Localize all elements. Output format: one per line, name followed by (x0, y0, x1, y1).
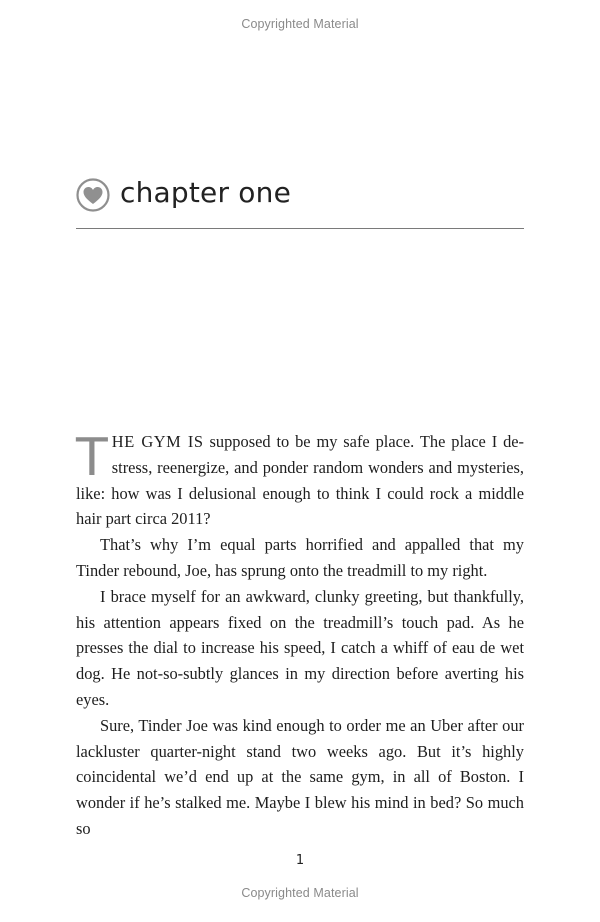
heart-icon (76, 178, 110, 212)
paragraph-1 (76, 429, 524, 532)
lead-in-small-caps: HE GYM IS (111, 432, 204, 451)
page-number: 1 (295, 853, 305, 868)
drop-cap: T (76, 428, 108, 488)
chapter-heading (76, 172, 524, 218)
chapter-title: chapter one (120, 175, 291, 209)
paragraph-2: That’s why I’m equal parts horrified and appalled that my Tinder rebound, Joe, has sprung onto the treadmill to my right. (76, 535, 524, 580)
chapter-divider (76, 228, 524, 229)
paragraph-1-text: supposed to be my safe place. The place I de-stress, reenergize, and ponder random wonders and mysteries, like: how was I delusional enough to think I could rock a middle hair part circa 2011? (76, 432, 525, 529)
copyright-watermark-bottom: Copyrighted Material (241, 886, 359, 900)
paragraph-4: Sure, Tinder Joe was kind enough to order me an Uber after our lackluster quarter-night stand two weeks ago. But it’s highly coincidental we’d end up at the same gym, in all of Boston. I wonder if he’s stalked me. Maybe I blew his mind in bed? So much so (76, 715, 524, 838)
chapter-body (76, 429, 524, 842)
paragraph-3: I brace myself for an awkward, clunky greeting, but thankfully, his attention appears fixed on the treadmill’s touch pad. As he presses the dial to increase his speed, I catch a whiff of eau de wet dog. He not-so-subtly glances in my direction before averting his eyes. (76, 586, 524, 709)
copyright-watermark-top: Copyrighted Material (241, 17, 359, 31)
